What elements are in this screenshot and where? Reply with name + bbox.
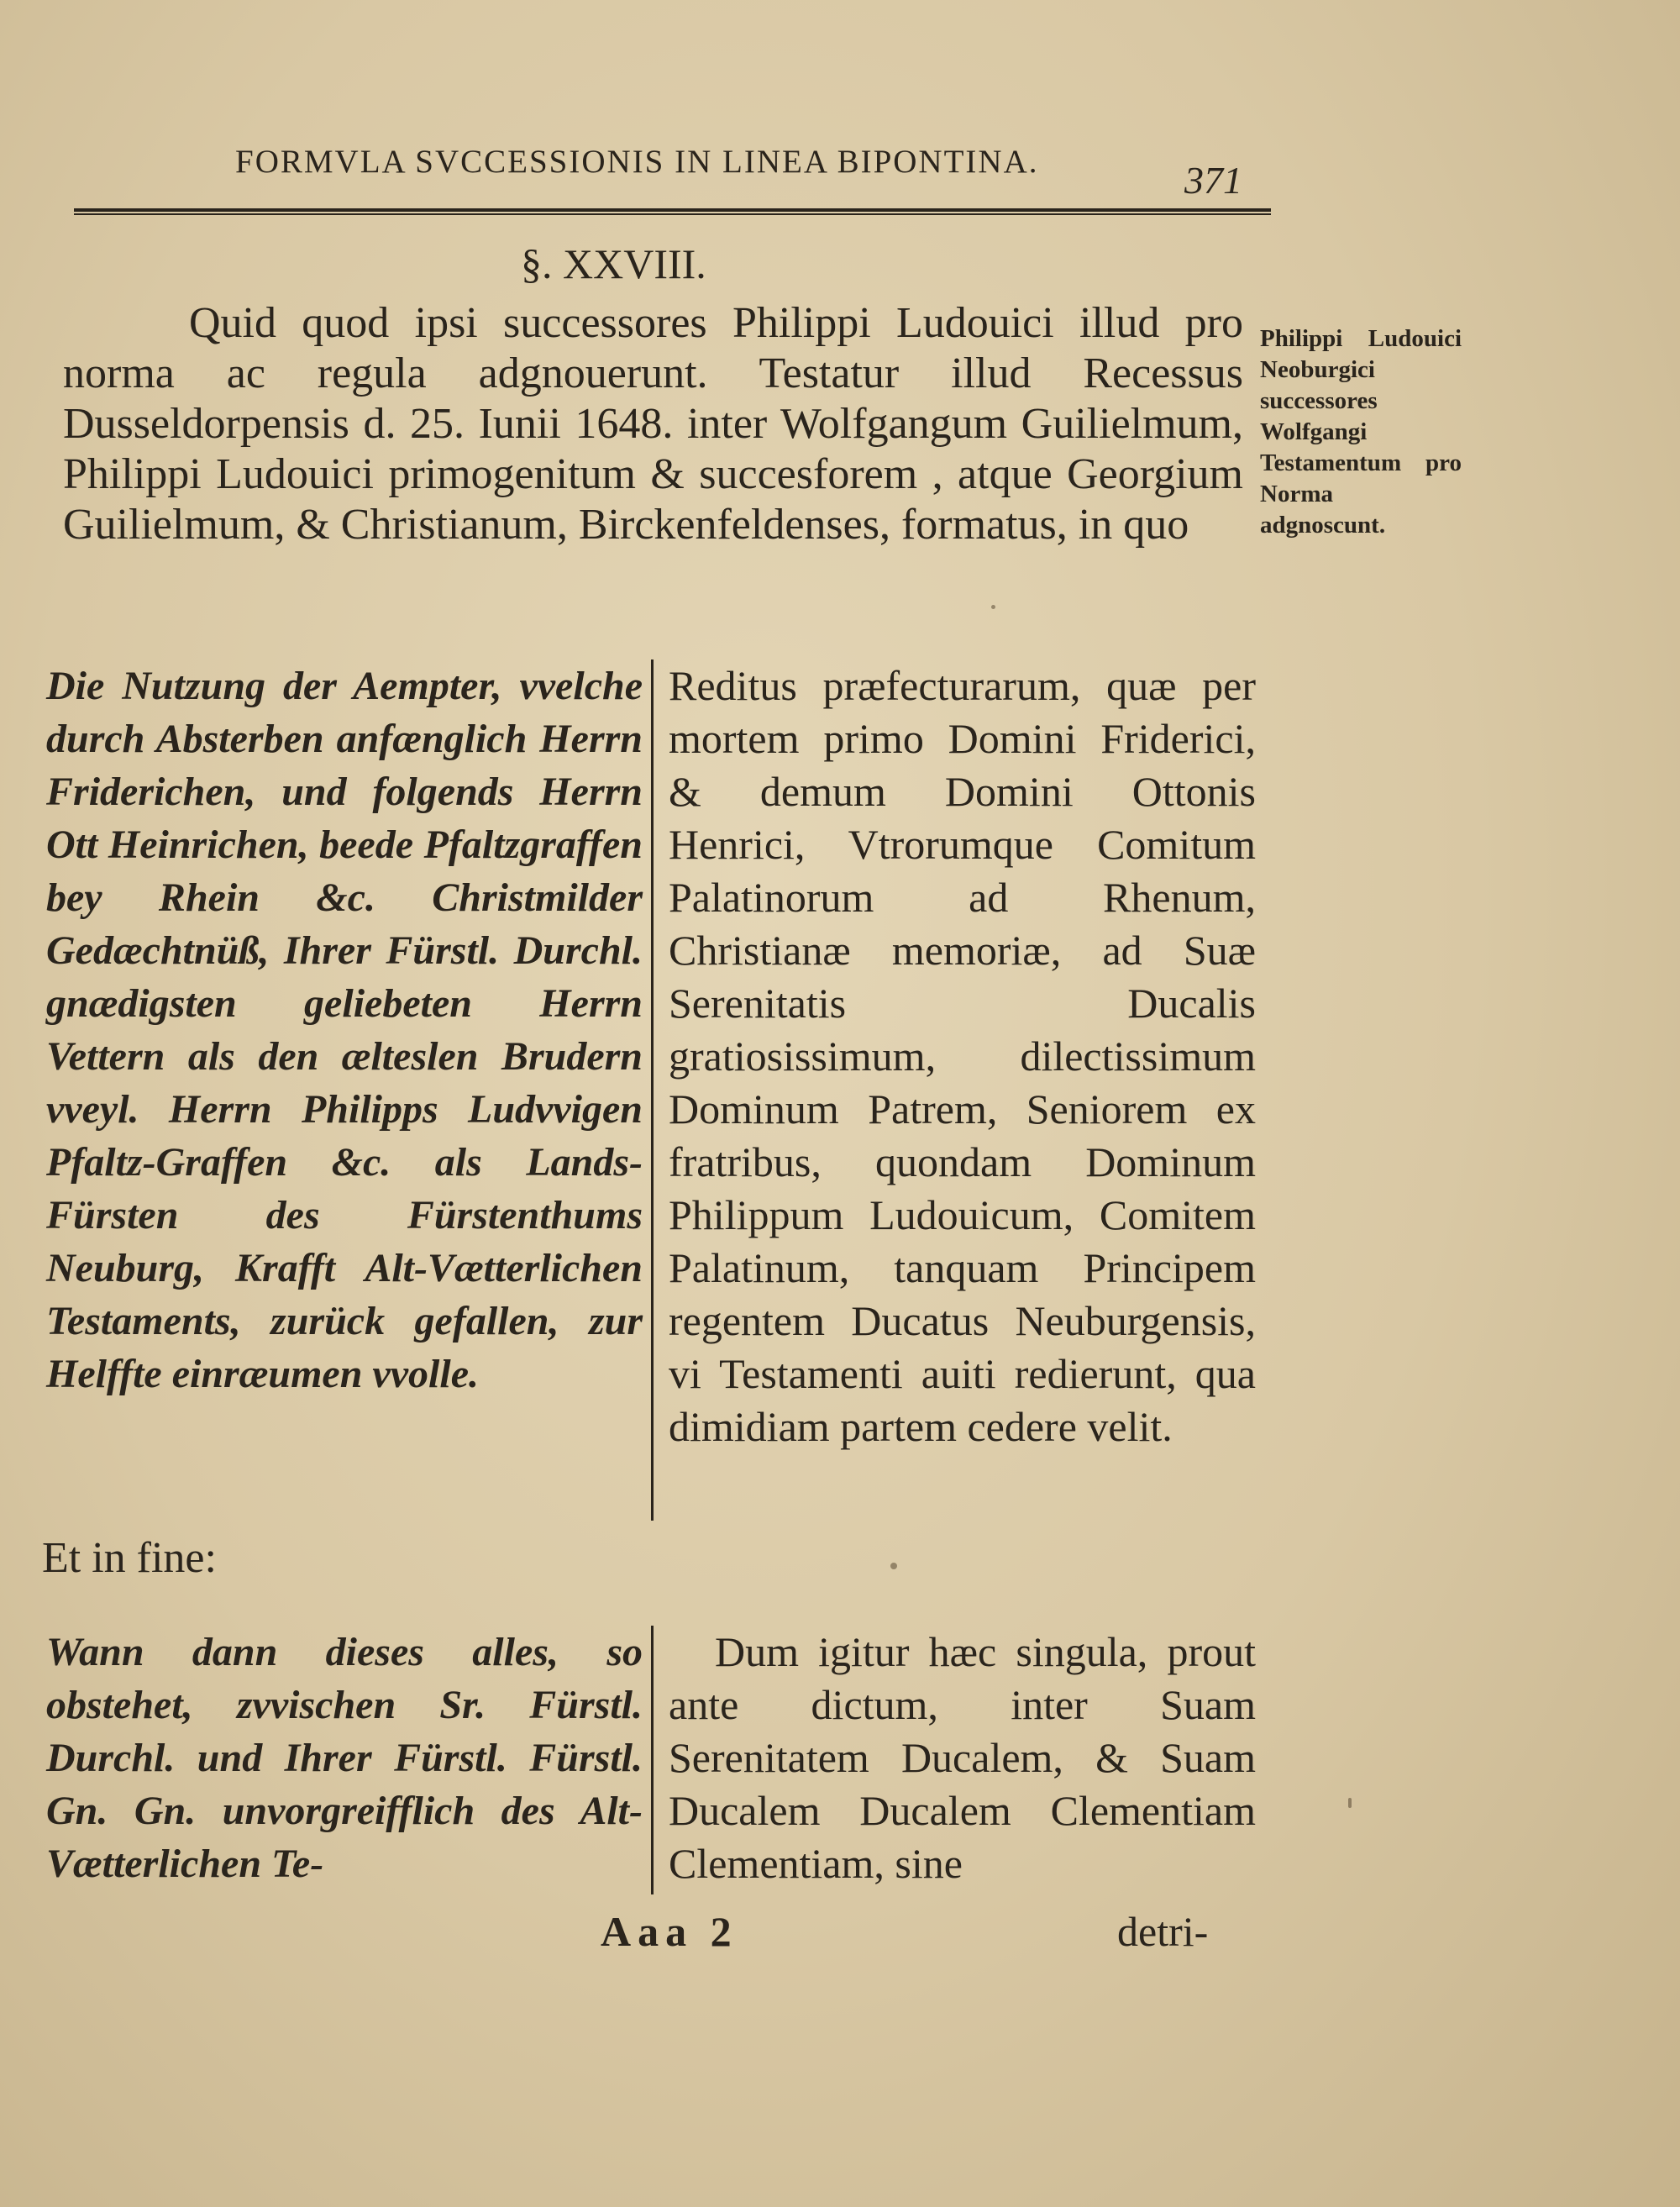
- latin-column-1: [651, 659, 1256, 1521]
- german-column-1: [46, 659, 643, 1400]
- latin-text-1: Reditus præfecturarum, quæ per mortem primo Domini Friderici, & demum Domini Ottonis Henrici, Vtrorumque Comitum Palatinorum ad Rhenum, Christianæ memoriæ, ad Suæ Serenitatis Ducalis gratiosissimum, dilectissimum Dominum Patrem, Seniorem ex fratribus, quondam Dominum Philippum Ludouicum, Comitem Palatinum, tanquam Principem regentem Ducatus Neuburgensis, vi Testamenti auiti redierunt, qua dimidiam partem cedere velit.: [669, 662, 1256, 1450]
- header-rule: [74, 208, 1271, 215]
- german-text-2: Wann dann dieses alles, so obstehet, zvvischen Sr. Fürstl. Durchl. und Ihrer Fürstl. Fürstl. Gn. Gn. unvorgreifflich des Alt-Vætterlichen Te-: [46, 1630, 643, 1886]
- paper-fleck: [890, 1563, 897, 1569]
- paper-fleck: [991, 605, 995, 609]
- section-heading: §. XXVIII.: [521, 240, 706, 287]
- intro-paragraph: Quid quod ipsi successores Philippi Ludouici illud pro norma ac regula adgnouerunt. Testatur illud Recessus Dusseldorpensis d. 25. Iunii 1648. inter Wolfgangum Guilielmum, Philippi Ludouici primogenitum & succesforem , atque Georgium Guilielmum, & Christianum, Birckenfeldenses, formatus, in quo: [63, 299, 1243, 549]
- signature-mark: Aaa 2: [601, 1908, 738, 1955]
- catchword: detri-: [1117, 1908, 1209, 1955]
- latin-text-2: Dum igitur hæc singula, prout ante dictum, inter Suam Serenitatem Ducalem, & Suam Ducalem Ducalem Clementiam Clementiam, sine: [669, 1628, 1256, 1887]
- latin-column-2: [651, 1626, 1256, 1894]
- running-title: FORMVLA SVCCESSIONIS IN LINEA BIPONTINA.: [235, 144, 1039, 180]
- page-number: 371: [1184, 159, 1242, 202]
- transition-text: Et in fine:: [42, 1534, 217, 1582]
- german-text-1: Die Nutzung der Aempter, vvelche durch Absterben anfænglich Herrn Friderichen, und folgends Herrn Ott Heinrichen, beede Pfaltzgraffen bey Rhein &c. Christmilder Gedæchtnüß, Ihrer Fürstl. Durchl. gnædigsten geliebeten Herrn Vettern als den ælteslen Brudern vveyl. Herrn Philipps Ludvvigen Pfaltz-Graffen &c. als Lands-Fürsten des Fürstenthums Neuburg, Krafft Alt-Vætterlichen Testaments, zurück gefallen, zur Helffte einræumen vvolle.: [46, 664, 643, 1396]
- marginal-note: Philippi Ludouici Neoburgici successores Wolfgangi Testamentum pro Norma adgnoscunt.: [1260, 325, 1462, 539]
- german-column-2: [46, 1626, 643, 1890]
- paper-fleck: [1348, 1798, 1352, 1808]
